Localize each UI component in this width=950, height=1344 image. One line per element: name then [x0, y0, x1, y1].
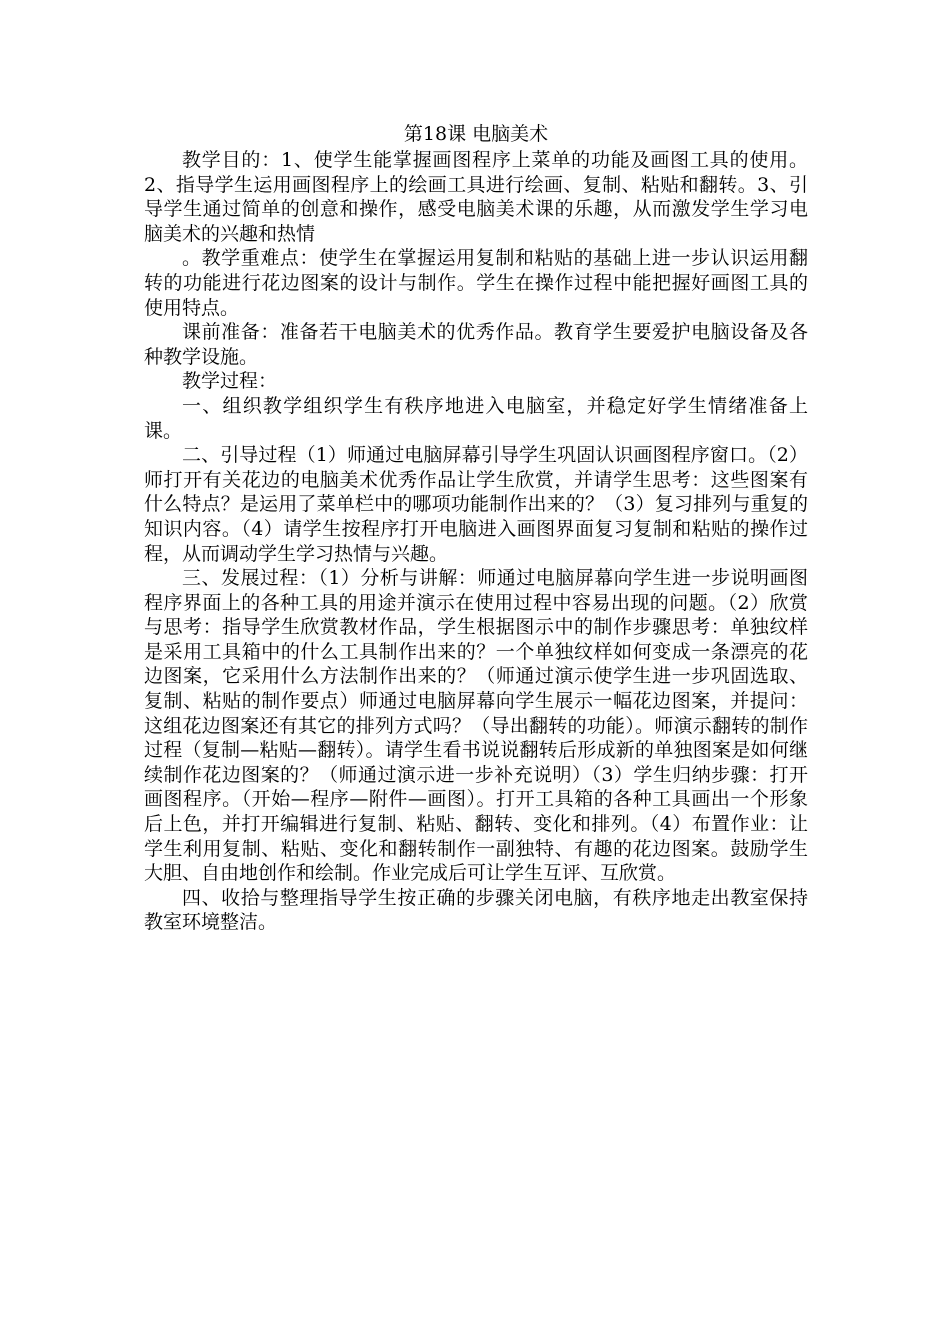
paragraph-objectives: 教学目的：1、使学生能掌握画图程序上菜单的功能及画图工具的使用。2、指导学生运用画图程序上的绘画工具进行绘画、复制、粘贴和翻转。3、引导学生通过简单的创意和操作，感受电脑美术课的乐趣，从而激发学生学习电脑美术的兴趣和热情: [144, 149, 808, 245]
paragraph-key-points: 。教学重难点：使学生在掌握运用复制和粘贴的基础上进一步认识运用翻转的功能进行花边图案的设计与制作。学生在操作过程中能把握好画图工具的使用特点。: [144, 247, 808, 319]
document-title: 第18课 电脑美术: [403, 123, 549, 145]
paragraph-step-one: 一、组织教学组织学生有秩序地进入电脑室，并稳定好学生情绪准备上课。: [144, 394, 808, 442]
paragraph-step-four: 四、收拾与整理指导学生按正确的步骤关闭电脑，有秩序地走出教室保持教室环境整洁。: [144, 886, 808, 934]
document-page: [144, 120, 808, 935]
paragraph-process-heading: 教学过程：: [182, 370, 278, 393]
paragraph-step-three: 三、发展过程：（1）分析与讲解：师通过电脑屏幕向学生进一步说明画图程序界面上的各种工具的用途并演示在使用过程中容易出现的问题。（2）欣赏与思考：指导学生欣赏教材作品，学生根据图示中的制作步骤思考：单独纹样是采用工具箱中的什么工具制作出来的？一个单独纹样如何变成一条漂亮的花边图案，它采用什么方法制作出来的？（师通过演示使学生进一步巩固选取、复制、粘贴的制作要点）师通过电脑屏幕向学生展示一幅花边图案，并提问：这组花边图案还有其它的排列方式吗？（导出翻转的功能）。师演示翻转的制作过程（复制—粘贴—翻转）。请学生看书说说翻转后形成新的单独图案是如何继续制作花边图案的？（师通过演示进一步补充说明）（3）学生归纳步骤：打开画图程序。（开始—程序—附件—画图）。打开工具箱的各种工具画出一个形象后上色，并打开编辑进行复制、粘贴、翻转、变化和排列。（4）布置作业：让学生利用复制、粘贴、变化和翻转制作一副独特、有趣的花边图案。鼓励学生大胆、自由地创作和绘制。作业完成后可让学生互评、互欣赏。: [144, 567, 808, 885]
paragraph-preparation: 课前准备：准备若干电脑美术的优秀作品。教育学生要爱护电脑设备及各种教学设施。: [144, 321, 808, 368]
paragraph-step-two: 二、引导过程（1）师通过电脑屏幕引导学生巩固认识画图程序窗口。（2）师打开有关花边的电脑美术优秀作品让学生欣赏，并请学生思考：这些图案有什么特点？是运用了菜单栏中的哪项功能制作出来的？（3）复习排列与重复的知识内容。（4）请学生按程序打开电脑进入画图界面复习复制和粘贴的操作过程，从而调动学生学习热情与兴趣。: [144, 444, 808, 565]
